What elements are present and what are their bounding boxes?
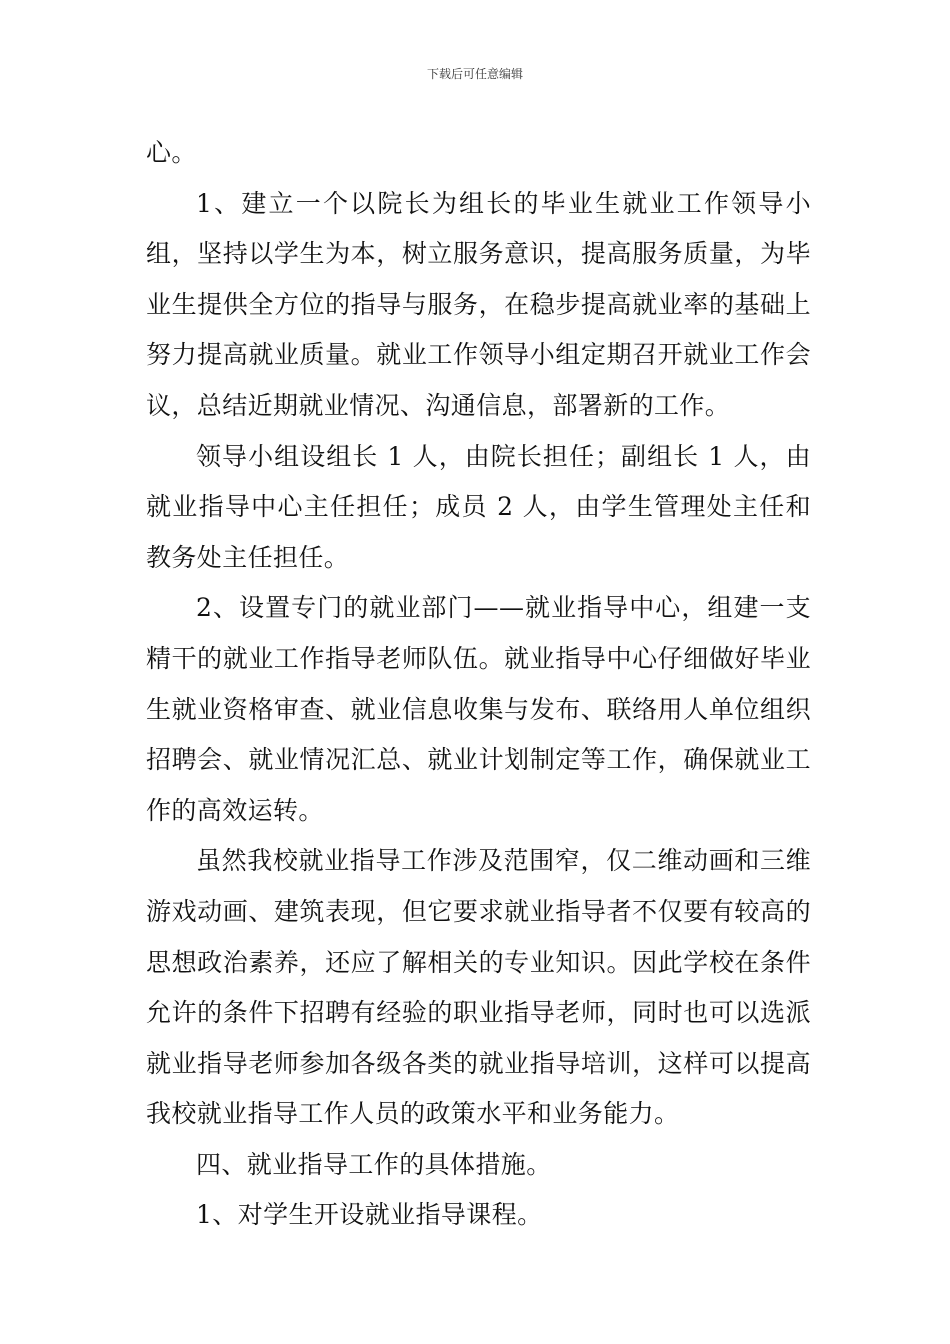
page-header: 下载后可任意编辑: [426, 67, 523, 81]
paragraph-2: 1、建立一个以院长为组长的毕业生就业工作领导小组，坚持以学生为本，树立服务意识，提高服务质量，为毕业生提供全方位的指导与服务，在稳步提高就业率的基础上努力提高就业质量。就业工作领导小组定期召开就业工作会议，总结近期就业情况、沟通信息，部署新的工作。: [146, 188, 811, 420]
paragraph-7: 1、对学生开设就业指导课程。: [196, 1200, 543, 1230]
paragraph-4: 2、设置专门的就业部门——就业指导中心，组建一支精干的就业工作指导老师队伍。就业指导中心仔细做好毕业生就业资格审查、就业信息收集与发布、联络用人单位组织招聘会、就业情况汇总、就业计划制定等工作，确保就业工作的高效运转。: [146, 593, 811, 825]
paragraph-1: 心。: [146, 138, 197, 167]
document-body: [146, 128, 811, 1241]
paragraph-5: 虽然我校就业指导工作涉及范围窄，仅二维动画和三维游戏动画、建筑表现，但它要求就业指导者不仅要有较高的思想政治素养，还应了解相关的专业知识。因此学校在条件允许的条件下招聘有经验的职业指导老师，同时也可以选派就业指导老师参加各级各类的就业指导培训，这样可以提高我校就业指导工作人员的政策水平和业务能力。: [146, 846, 811, 1129]
paragraph-3: 领导小组设组长 1 人，由院长担任；副组长 1 人，由就业指导中心主任担任；成员 2 人，由学生管理处主任和教务处主任担任。: [146, 441, 811, 572]
section-heading: 四、就业指导工作的具体措施。: [196, 1149, 552, 1179]
